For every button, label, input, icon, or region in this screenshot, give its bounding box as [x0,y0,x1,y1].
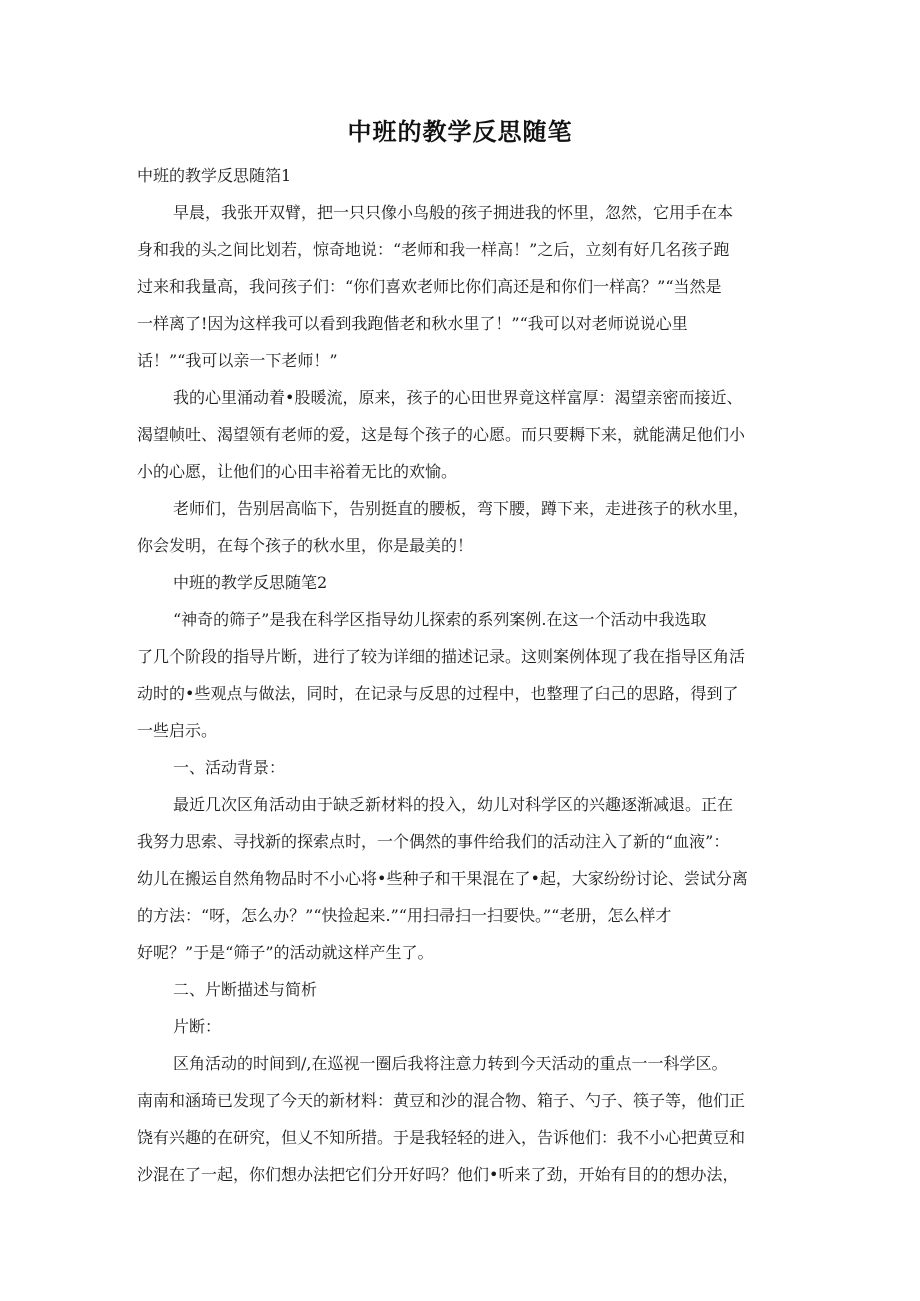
paragraph-line: 我努力思索、寻找新的探索点时，一个偶然的事件给我们的活动注入了新的“血液”： [137,832,730,851]
paragraph-line: 话！”“我可以亲一下老师！” [137,351,338,370]
paragraph-line: 饶有兴趣的在研究，但乂不知所措。于是我轻轻的进入，告诉他们：我不小心把黄豆和 [137,1128,746,1147]
paragraph-line: 动时的•些观点与做法，同时，在记录与反思的过程中，也整理了臼己的思路，得到了 [137,684,739,703]
paragraph-line: 区角活动的时间到/,在巡视一圈后我将注意力转到今天活动的重点一一科学区。 [173,1054,728,1073]
paragraph-line: 渴望帧吐、渴望领有老师的爱，这是每个孩子的心愿。而只要耨下来，就能满足他们小 [137,425,746,444]
paragraph-line: 我的心里涌动着•股暖流，原来，孩子的心田世界竟这样富厚：渴望亲密而接近、 [173,388,743,407]
paragraph-line: 南南和涵琦已发现了今天的新材料：黄豆和沙的混合物、箱子、勺子、筷子等，他们正 [137,1091,746,1110]
document-body [137,157,779,1193]
paragraph-line: 老师们，告别居高临下，告别挺直的腰板，弯下腰，蹲下来，走进孩子的秋水里， [173,499,750,518]
section-heading-1: 中班的教学反思随箔1 [137,166,292,185]
paragraph-line: 你会发明，在每个孩子的秋水里，你是最美的！ [137,536,474,555]
paragraph-line: 的方法：“呀，怎么办？”“快捡起来.”“用扫帚扫一扫要快。”“老册，怎么样才 [137,906,672,925]
paragraph-line: 身和我的头之间比划若，惊奇地说：“老师和我一样高！”之后，立刻有好几名孩子跑 [137,240,730,259]
subheading-fragment: 片断： [173,1017,222,1036]
paragraph-line: 一样离了!因为这样我可以看到我跑偕老和秋水里了！”“我可以对老师说说心里 [137,314,688,333]
paragraph-line: 最近几次区角活动由于缺乏新材料的投入，幼儿对科学区的兴趣逐渐减退。正在 [173,795,734,814]
paragraph-line: 早晨，我张开双臂，把一只只像小鸟般的孩子拥进我的怀里，忽然，它用手在本 [173,203,734,222]
paragraph-line: 好呢？”于是“筛子”的活动就这样产生了。 [137,943,434,962]
document-title: 中班的教学反思随笔 [347,118,573,146]
paragraph-line: 小的心愿，让他们的心田丰裕着无比的欢愉。 [137,462,458,481]
subheading-fragment-analysis: 二、片断描述与简析 [173,980,318,999]
paragraph-line: 幼儿在搬运自然角物品时不小心将•些种子和干果混在了•起，大家纷纷讨论、尝试分离 [137,869,748,888]
paragraph-line: 过来和我量高，我问孩子们：“你们喜欢老师比你们高还是和你们一样高？”“当然是 [137,277,722,296]
paragraph-line: “神奇的筛子”是我在科学区指导幼儿探索的系列案例.在这一个活动中我选取 [173,610,707,629]
subheading-background: 一、活动背景： [173,758,286,777]
paragraph-line: 一些启示。 [137,721,218,740]
paragraph-line: 了几个阶段的指导片断，进行了较为详细的描述记录。这则案例体现了我在指导区角活 [137,647,746,666]
section-heading-2: 中班的教学反思随笔2 [173,573,328,592]
paragraph-line: 沙混在了一起，你们想办法把它们分开好吗？他们•听来了劲，开始有目的的想办法， [137,1165,739,1184]
